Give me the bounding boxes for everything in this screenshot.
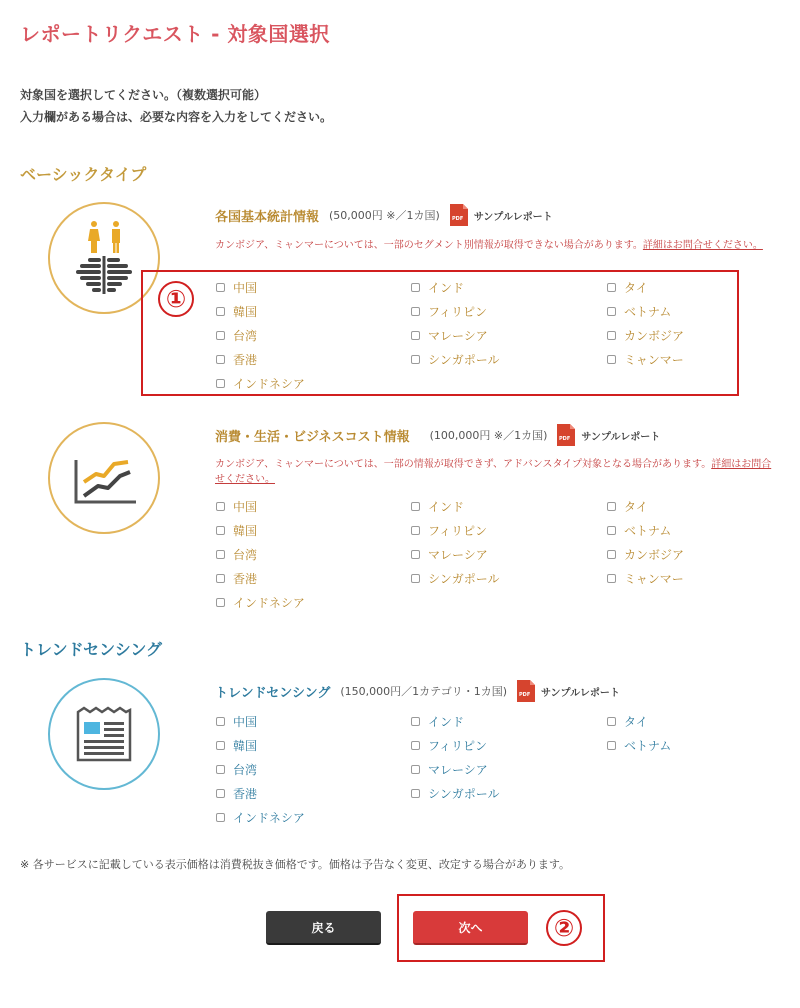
- country-label: 台湾: [233, 329, 258, 343]
- country-label: 香港: [233, 572, 258, 586]
- checkbox[interactable]: [411, 789, 420, 798]
- country-checkbox[interactable]: [216, 713, 257, 730]
- checkbox[interactable]: [607, 574, 616, 583]
- service-price: (150,000円／1カテゴリ・1カ国): [340, 685, 508, 698]
- pdf-icon[interactable]: [557, 424, 575, 446]
- country-checkbox[interactable]: [607, 713, 648, 730]
- service-notice: [215, 457, 775, 487]
- sample-report-link[interactable]: サンプルレポート: [473, 211, 553, 223]
- checkbox[interactable]: [216, 741, 225, 750]
- country-label: 台湾: [233, 763, 258, 777]
- service-header-cost-info: [215, 424, 660, 446]
- pdf-icon[interactable]: [517, 680, 535, 702]
- pdf-icon[interactable]: [450, 204, 468, 226]
- service-price: (100,000円 ※／1カ国): [429, 429, 548, 442]
- country-label: ミャンマー: [624, 353, 684, 367]
- service-header-trend: [215, 680, 620, 702]
- intro-text-2: 入力欄がある場合は、必要な内容を入力をしてください。: [20, 110, 333, 124]
- country-checkbox[interactable]: [607, 498, 648, 515]
- country-label: ベトナム: [624, 524, 672, 538]
- country-checkbox[interactable]: [411, 546, 488, 563]
- country-label: 香港: [233, 787, 258, 801]
- country-checkbox[interactable]: [411, 570, 499, 587]
- country-checkbox[interactable]: [607, 570, 684, 587]
- service-name: トレンドセンシング: [215, 685, 331, 701]
- country-label: ミャンマー: [624, 572, 684, 586]
- country-checkbox[interactable]: [411, 737, 487, 754]
- country-label: シンガポール: [428, 572, 500, 586]
- country-checkbox[interactable]: [411, 761, 488, 778]
- country-checkbox[interactable]: [411, 522, 487, 539]
- annotation-marker-2: ②: [546, 910, 582, 946]
- country-checkbox[interactable]: [216, 546, 257, 563]
- checkbox[interactable]: [411, 502, 420, 511]
- country-checkbox[interactable]: [411, 498, 464, 515]
- country-label: インドネシア: [233, 596, 305, 610]
- service-name: 各国基本統計情報: [215, 209, 320, 225]
- country-label: フィリピン: [428, 739, 488, 753]
- country-checkbox[interactable]: [216, 522, 257, 539]
- checkbox[interactable]: [411, 765, 420, 774]
- checkbox[interactable]: [216, 813, 225, 822]
- country-label: 香港: [233, 353, 258, 367]
- country-label: ベトナム: [624, 739, 672, 753]
- service-header-basic-stats: [215, 204, 553, 226]
- country-checkbox[interactable]: [607, 737, 671, 754]
- country-label: タイ: [624, 281, 648, 295]
- country-checkbox[interactable]: [411, 713, 464, 730]
- country-label: マレーシア: [428, 763, 488, 777]
- checkbox[interactable]: [607, 550, 616, 559]
- svg-text:PDF: PDF: [559, 436, 571, 442]
- sample-report-link[interactable]: サンプルレポート: [541, 687, 620, 699]
- country-checkbox[interactable]: [216, 785, 257, 802]
- notice-text: カンボジア、ミャンマーについては、一部のセグメント別情報が取得できない場合があります。: [215, 240, 643, 251]
- country-label: タイ: [624, 715, 648, 729]
- cost-info-icon: [48, 422, 160, 534]
- country-checkbox[interactable]: [216, 809, 305, 826]
- country-label: 中国: [233, 500, 258, 514]
- service-name: 消費・生活・ビジネスコスト情報: [215, 429, 410, 445]
- country-checkbox[interactable]: [607, 546, 684, 563]
- checkbox[interactable]: [216, 789, 225, 798]
- checkbox[interactable]: [216, 598, 225, 607]
- checkbox[interactable]: [607, 741, 616, 750]
- country-label: 中国: [233, 715, 258, 729]
- country-checkbox[interactable]: [216, 737, 257, 754]
- country-label: ベトナム: [624, 305, 672, 319]
- country-label: 韓国: [233, 739, 258, 753]
- service-notice: [215, 238, 775, 253]
- svg-text:PDF: PDF: [451, 216, 464, 222]
- country-label: インド: [428, 715, 465, 729]
- checkbox[interactable]: [411, 574, 420, 583]
- country-label: インド: [428, 500, 465, 514]
- annotation-marker-1: ①: [158, 281, 194, 317]
- country-label: カンボジア: [624, 329, 685, 343]
- country-label: フィリピン: [428, 524, 488, 538]
- country-label: 中国: [233, 281, 258, 295]
- country-label: インドネシア: [233, 377, 305, 391]
- checkbox[interactable]: [411, 526, 420, 535]
- page-title: レポートリクエスト - 対象国選択: [20, 22, 330, 46]
- country-label: タイ: [624, 500, 648, 514]
- section-title-trend: トレンドセンシング: [20, 640, 163, 659]
- country-label: インドネシア: [233, 811, 305, 825]
- country-label: シンガポール: [428, 353, 500, 367]
- country-label: マレーシア: [428, 329, 488, 343]
- annotation-frame-1: [141, 270, 739, 396]
- country-label: フィリピン: [428, 305, 488, 319]
- checkbox[interactable]: [411, 550, 420, 559]
- country-checkbox[interactable]: [216, 761, 257, 778]
- footnote: ※ 各サービスに記載している表示価格は消費税抜き価格です。価格は予告なく変更、改定する場合があります。: [20, 858, 570, 871]
- checkbox[interactable]: [607, 502, 616, 511]
- section-title-basic: ベーシックタイプ: [20, 165, 147, 184]
- country-label: 韓国: [233, 524, 258, 538]
- intro-text-1: 対象国を選択してください。（複数選択可能）: [20, 88, 267, 102]
- svg-text:PDF: PDF: [519, 692, 531, 698]
- checkbox[interactable]: [607, 717, 616, 726]
- back-button[interactable]: 戻る: [266, 911, 381, 945]
- notice-text: カンボジア、ミャンマーについては、一部の情報が取得できず、アドバンスタイプ対象となる場合があります。: [215, 459, 712, 470]
- checkbox[interactable]: [411, 741, 420, 750]
- checkbox[interactable]: [216, 717, 225, 726]
- checkbox[interactable]: [607, 526, 616, 535]
- country-checkbox[interactable]: [411, 785, 499, 802]
- country-label: シンガポール: [428, 787, 500, 801]
- service-price: (50,000円 ※／1カ国): [329, 209, 440, 222]
- next-button[interactable]: 次へ: [413, 911, 528, 945]
- country-checkbox[interactable]: [216, 570, 257, 587]
- country-label: 韓国: [233, 305, 258, 319]
- checkbox[interactable]: [216, 765, 225, 774]
- country-checkbox[interactable]: [216, 594, 305, 611]
- checkbox[interactable]: [216, 574, 225, 583]
- sample-report-link[interactable]: サンプルレポート: [581, 431, 661, 443]
- newspaper-icon: [48, 678, 160, 790]
- country-label: マレーシア: [428, 548, 488, 562]
- checkbox[interactable]: [216, 526, 225, 535]
- checkbox[interactable]: [216, 550, 225, 559]
- country-checkbox[interactable]: [216, 498, 257, 515]
- checkbox[interactable]: [216, 502, 225, 511]
- country-label: カンボジア: [624, 548, 685, 562]
- country-label: インド: [428, 281, 465, 295]
- country-label: 台湾: [233, 548, 258, 562]
- country-checkbox[interactable]: [607, 522, 671, 539]
- inquiry-link[interactable]: 詳細はお問合せください。: [642, 240, 763, 251]
- inquiry-link[interactable]: 詳細はお問合せください。: [215, 459, 772, 485]
- checkbox[interactable]: [411, 717, 420, 726]
